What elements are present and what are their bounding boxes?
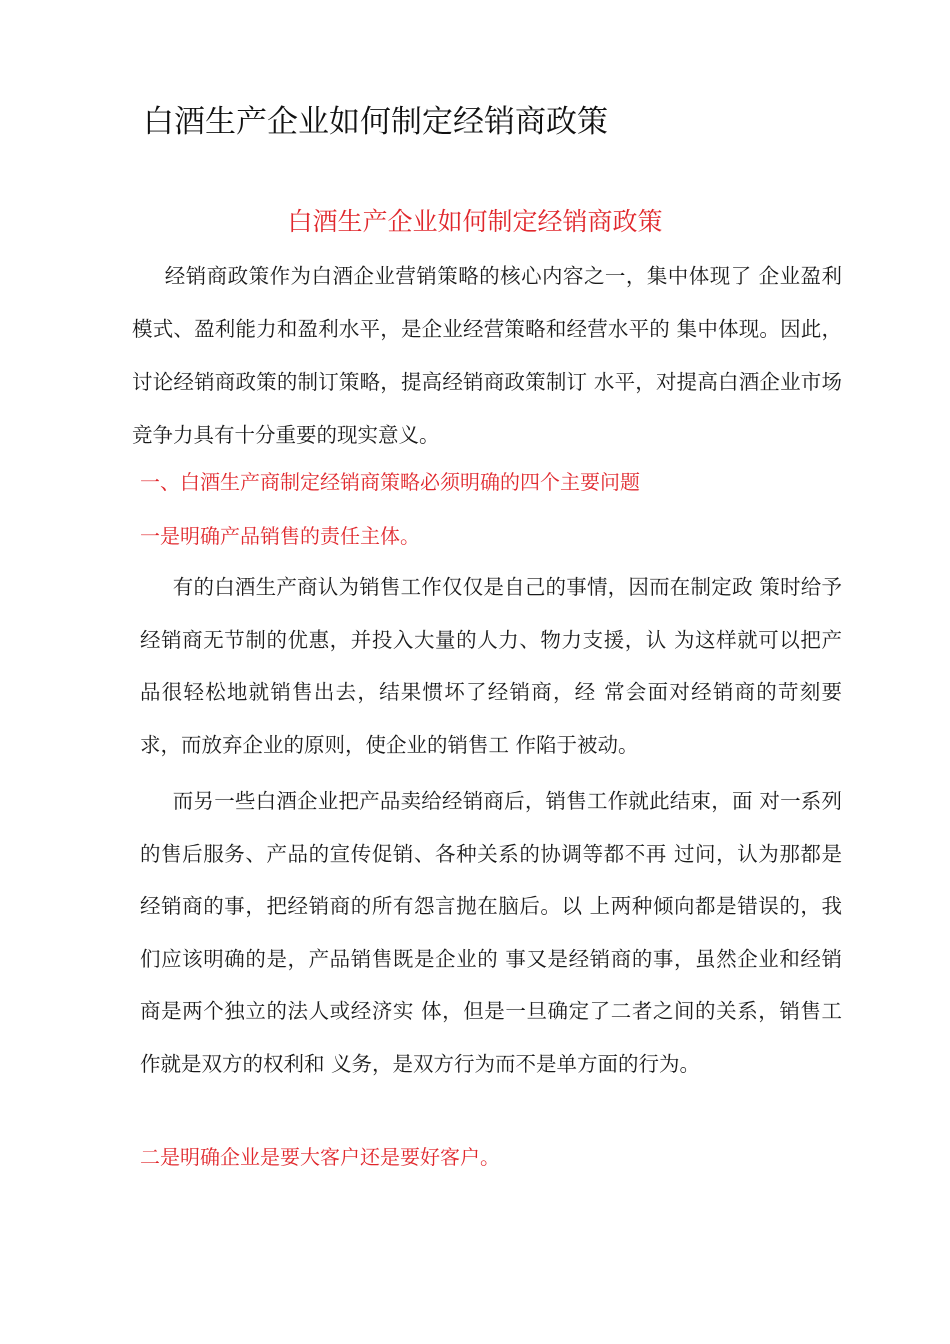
point-one-paragraph-b: 而另一些白酒企业把产品卖给经销商后，销售工作就此结束，面 对一系列的售后服务、产品的宣传促销、各种关系的协调等都不再 过问，认为那都是经销商的事，把经销商的所有怨言抛在脑后。以 上两种倾向都是错误的，我们应该明确的是，产品销售既是企业的 事又是经销商的事，虽然企业和经销商是两个独立的法人或经济实 体，但是一旦确定了二者之间的关系，销售工作就是双方的权利和 义务，是双方行为而不是单方面的行为。	[140, 789, 842, 1076]
document-subtitle: 白酒生产企业如何制定经销商政策	[287, 207, 663, 236]
section-heading: 一、白酒生产商制定经销商策略必须明确的四个主要问题	[140, 470, 640, 494]
intro-paragraph: 经销商政策作为白酒企业营销策略的核心内容之一，集中体现了 企业盈利模式、盈利能力和盈利水平，是企业经营策略和经营水平的 集中体现。因此，讨论经销商政策的制订策略，提高经销商政策制订 水平，对提高白酒企业市场竞争力具有十分重要的现实意义。	[132, 264, 842, 447]
document-title: 白酒生产企业如何制定经销商政策	[143, 104, 608, 140]
point-one-paragraph-a: 有的白酒生产商认为销售工作仅仅是自己的事情，因而在制定政 策时给予经销商无节制的优惠，并投入大量的人力、物力支援，认 为这样就可以把产品很轻松地就销售出去，结果惯坏了经销商，经 常会面对经销商的苛刻要求，而放弃企业的原则，使企业的销售工 作陷于被动。	[140, 575, 842, 757]
point-one-heading: 一是明确产品销售的责任主体。	[140, 524, 420, 548]
point-two-heading: 二是明确企业是要大客户还是要好客户。	[140, 1145, 500, 1169]
